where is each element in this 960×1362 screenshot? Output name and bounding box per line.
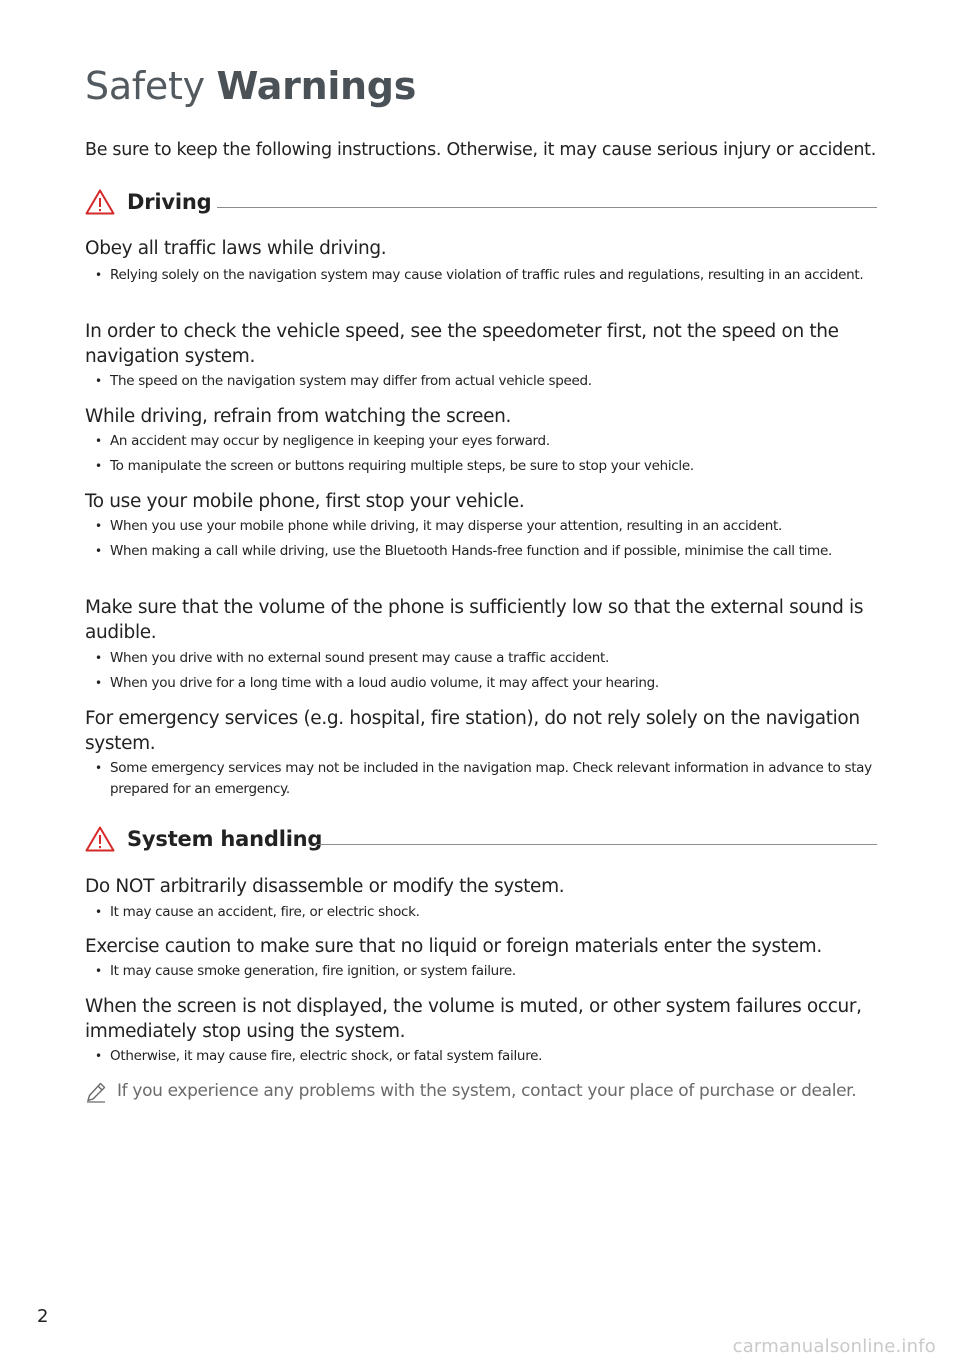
- warning-icon: [85, 826, 115, 852]
- bullet-item: • Otherwise, it may cause fire, electric shock, or fatal system failure.: [110, 1046, 875, 1067]
- pencil-icon: [85, 1081, 107, 1103]
- bullet-item: • It may cause an accident, fire, or electric shock.: [110, 902, 875, 923]
- page-title-bold: Warnings: [216, 64, 417, 108]
- bullet-item: • Relying solely on the navigation system may cause violation of traffic rules and regulations, resulting in an accident.: [110, 265, 875, 286]
- warning-icon: [85, 189, 115, 215]
- bullet-item: • When you drive for a long time with a loud audio volume, it may affect your hearing.: [110, 673, 875, 694]
- item-heading: For emergency services (e.g. hospital, fire station), do not rely solely on the navigation system.: [85, 708, 860, 754]
- bullet-item: • It may cause smoke generation, fire ignition, or system failure.: [110, 961, 875, 982]
- item-heading: Obey all traffic laws while driving.: [85, 238, 387, 259]
- bullet-item: • Some emergency services may not be included in the navigation map. Check relevant information in advance to stay prepared for an emergency.: [110, 758, 875, 800]
- item-heading: When the screen is not displayed, the volume is muted, or other system failures occur, immediately stop using the system.: [85, 996, 862, 1042]
- item-heading: To use your mobile phone, first stop your vehicle.: [85, 491, 525, 512]
- note-text: If you experience any problems with the system, contact your place of purchase or dealer.: [117, 1081, 857, 1101]
- page-number: 2: [37, 1306, 49, 1327]
- note: [85, 1078, 885, 1104]
- bullet-item: • The speed on the navigation system may differ from actual vehicle speed.: [110, 371, 875, 392]
- intro-text: Be sure to keep the following instructions. Otherwise, it may cause serious injury or accident.: [85, 140, 877, 160]
- section-divider: [217, 207, 877, 208]
- section-divider: [317, 844, 877, 845]
- bullet-item: • When you drive with no external sound present may cause a traffic accident.: [110, 648, 875, 669]
- item-heading: Make sure that the volume of the phone is sufficiently low so that the external sound is audible.: [85, 597, 864, 643]
- item-heading: Do NOT arbitrarily disassemble or modify the system.: [85, 876, 565, 897]
- bullet-item: • When you use your mobile phone while driving, it may disperse your attention, resulting in an accident.: [110, 516, 875, 537]
- section-title-system-handling: System handling: [127, 827, 323, 851]
- bullet-item: • To manipulate the screen or buttons requiring multiple steps, be sure to stop your vehicle.: [110, 456, 875, 477]
- page-title: [85, 60, 416, 112]
- item-heading: Exercise caution to make sure that no liquid or foreign materials enter the system.: [85, 936, 822, 957]
- section-header-system-handling: [85, 824, 877, 854]
- watermark: carmanualsonline.info: [732, 1336, 936, 1357]
- page-title-light: Safety: [85, 64, 217, 108]
- bullet-item: • An accident may occur by negligence in keeping your eyes forward.: [110, 431, 875, 452]
- item-heading: In order to check the vehicle speed, see the speedometer first, not the speed on the navigation system.: [85, 321, 839, 367]
- section-title-driving: Driving: [127, 190, 212, 214]
- item-heading: While driving, refrain from watching the screen.: [85, 406, 512, 427]
- bullet-item: • When making a call while driving, use the Bluetooth Hands-free function and if possible, minimise the call time.: [110, 541, 875, 562]
- section-header-driving: [85, 187, 877, 217]
